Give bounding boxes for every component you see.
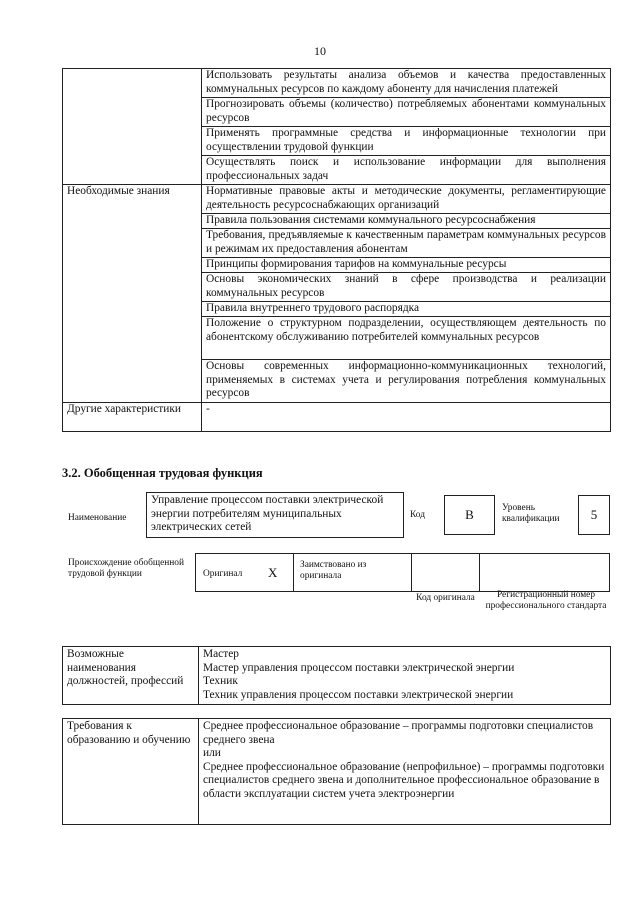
table-row: [63, 647, 611, 705]
borrowed-label: Заимствовано из оригинала: [300, 560, 367, 581]
titles-table: [62, 646, 611, 705]
original-label: Оригинал: [203, 569, 243, 579]
education-values: [199, 719, 611, 825]
row-label-other: Другие характеристики: [63, 403, 202, 432]
level-label: Уровень квалификации: [502, 503, 560, 524]
education-table: [62, 718, 611, 825]
divider: [479, 553, 480, 592]
name-value: Управление процессом поставки электрической энергии потребителям муниципальных электрических сетей: [146, 492, 404, 538]
code-value: B: [444, 495, 495, 535]
original-mark: X: [268, 565, 278, 580]
row-value: Правила пользования системами коммунального ресурсоснабжения: [202, 214, 611, 229]
name-label: Наименование: [68, 513, 127, 523]
titles-label: Возможные наименования должностей, профессий: [63, 647, 199, 705]
reg-number-caption: Регистрационный номер профессионального стандарта: [485, 590, 607, 611]
education-label: Требования к образованию и обучению: [63, 719, 199, 825]
code-original-caption: Код оригинала: [416, 593, 475, 603]
divider: [411, 553, 412, 592]
row-value: Нормативные правовые акты и методические документы, регламентирующие деятельность ресурсоснабжающих организаций: [202, 185, 611, 214]
row-label: [63, 69, 202, 185]
divider: [293, 553, 294, 592]
section-title: 3.2. Обобщенная трудовая функция: [62, 466, 263, 480]
origin-label: Происхождение обобщенной трудовой функции: [68, 558, 184, 579]
row-value: -: [202, 403, 611, 432]
code-label: Код: [410, 510, 425, 520]
title-item: Техник управления процессом поставки электрической энергии: [203, 688, 514, 701]
titles-values: [199, 647, 611, 705]
level-value: 5: [578, 495, 610, 535]
row-value: Прогнозировать объемы (количество) потребляемых абонентами коммунальных ресурсов: [202, 98, 611, 127]
education-item: Среднее профессиональное образование – программы подготовки специалистов среднего звена: [203, 720, 594, 746]
row-value: Основы экономических знаний в сфере производства и реализации коммунальных ресурсов: [202, 273, 611, 302]
title-item: Мастер управления процессом поставки электрической энергии: [203, 661, 515, 674]
row-value: Требования, предъявляемые к качественным параметрам коммунальных ресурсов и режимам их предоставления абонентам: [202, 229, 611, 258]
row-value: Правила внутреннего трудового распорядка: [202, 302, 611, 317]
row-value: Принципы формирования тарифов на коммунальные ресурсы: [202, 258, 611, 273]
title-item: Техник: [203, 675, 238, 687]
row-value: Положение о структурном подразделении, осуществляющем деятельность по абонентскому обслуживанию потребителей коммунальных ресурсов: [202, 317, 611, 360]
education-item: или: [203, 747, 221, 759]
education-item: Среднее профессиональное образование (непрофильное) – программы подготовки специалистов среднего звена и дополнительное профессиональное образование в области эксплуатации систем учета электроэнергии: [203, 760, 605, 800]
row-label-knowledge: Необходимые знания: [63, 185, 202, 403]
table-row: [63, 719, 611, 825]
table-row: [63, 69, 611, 98]
row-value: Применять программные средства и информационные технологии при осуществлении трудовой функции: [202, 127, 611, 156]
row-value: Использовать результаты анализа объемов и качества предоставленных коммунальных ресурсов по каждому абоненту для начисления платежей: [202, 69, 611, 98]
page-number: 10: [314, 44, 326, 58]
table-row: [63, 403, 611, 432]
row-value: Основы современных информационно-коммуникационных технологий, применяемых в системах учета и регулирования потребления коммунальных ресурсов: [202, 360, 611, 403]
row-value: Осуществлять поиск и использование информации для выполнения профессиональных задач: [202, 156, 611, 185]
knowledge-table: [62, 68, 611, 432]
title-item: Мастер: [203, 648, 239, 660]
table-row: [63, 185, 611, 214]
